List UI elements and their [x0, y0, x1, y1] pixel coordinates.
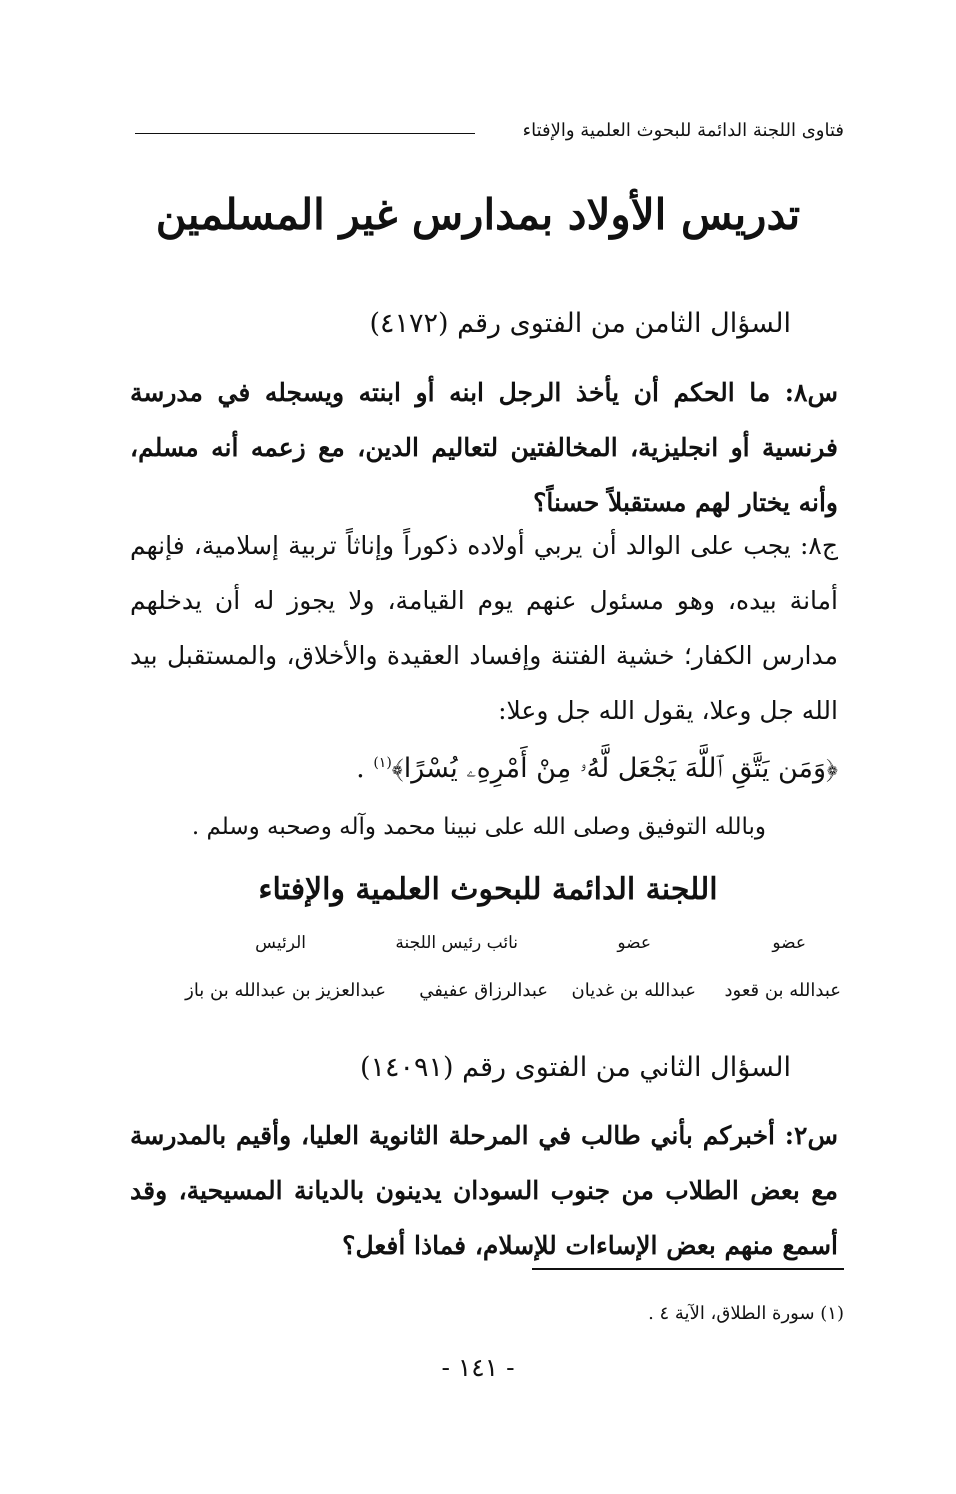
- committee-name: اللجنة الدائمة للبحوث العلمية والإفتاء: [258, 872, 718, 907]
- footnote-rule: [532, 1268, 844, 1270]
- closing-formula: وبالله التوفيق وصلى الله على نبينا محمد وآله وصحبه وسلم .: [191, 814, 766, 840]
- running-header: فتاوى اللجنة الدائمة للبحوث العلمية والإفتاء: [522, 120, 844, 141]
- question-text-1: س٨: ما الحكم أن يأخذ الرجل ابنه أو ابنته ويسجله في مدرسة فرنسية أو انجليزية، المخالفتين لتعاليم الدين، مع زعمه أنه مسلم، وأنه يختار لهم مستقبلاً حسناً؟: [130, 378, 838, 517]
- question-text-2: س٢: أخبركم بأني طالب في المرحلة الثانوية العليا، وأقيم بالمدرسة مع بعض الطلاب من جنوب السودان يدينون بالديانة المسيحية، وقد أسمع منهم بعض الإساءات للإسلام، فماذا أفعل؟: [130, 1121, 838, 1260]
- member-name-3: عبدالرزاق عفيفي: [419, 980, 548, 1001]
- answer-text-1: ج٨: يجب على الوالد أن يربي أولاده ذكوراً وإناثاً تربية إسلامية، فإنهم أمانة بيده، وهو مسئول عنهم يوم القيامة، ولا يجوز له أن يدخلهم مدارس الكفار؛ خشية الفتنة وإفساد العقيدة والأخلاق، والمستقبل بيد الله جل وعلا، يقول الله جل وعلا:: [130, 531, 838, 725]
- quran-verse: [356, 753, 838, 785]
- page-title: تدريس الأولاد بمدارس غير المسلمين: [155, 190, 801, 239]
- question-reference-2: السؤال الثاني من الفتوى رقم (١٤٠٩١): [359, 1052, 791, 1083]
- page-number: - ١٤١ -: [441, 1353, 515, 1382]
- member-role-3: نائب رئيس اللجنة: [395, 933, 518, 953]
- member-name-2: عبدالله بن غديان: [571, 980, 696, 1001]
- member-role-4: الرئيس: [255, 933, 306, 953]
- member-name-4: عبدالعزيز بن عبدالله بن باز: [185, 980, 386, 1001]
- member-role-2: عضو: [617, 933, 651, 953]
- verse-end: .: [356, 753, 374, 784]
- member-role-1: عضو: [772, 933, 806, 953]
- member-name-1: عبدالله بن قعود: [724, 980, 841, 1001]
- question-reference-1: السؤال الثامن من الفتوى رقم (٤١٧٢): [369, 308, 791, 339]
- verse-text: ﴿وَمَن يَتَّقِ ٱللَّهَ يَجْعَل لَّهُۥ مِنْ أَمْرِهِۦ يُسْرًا﴾: [391, 753, 838, 784]
- footnote-marker: (١): [373, 755, 392, 771]
- footnote: (١) سورة الطلاق، الآية ٤ .: [648, 1303, 844, 1324]
- header-rule: [135, 133, 475, 134]
